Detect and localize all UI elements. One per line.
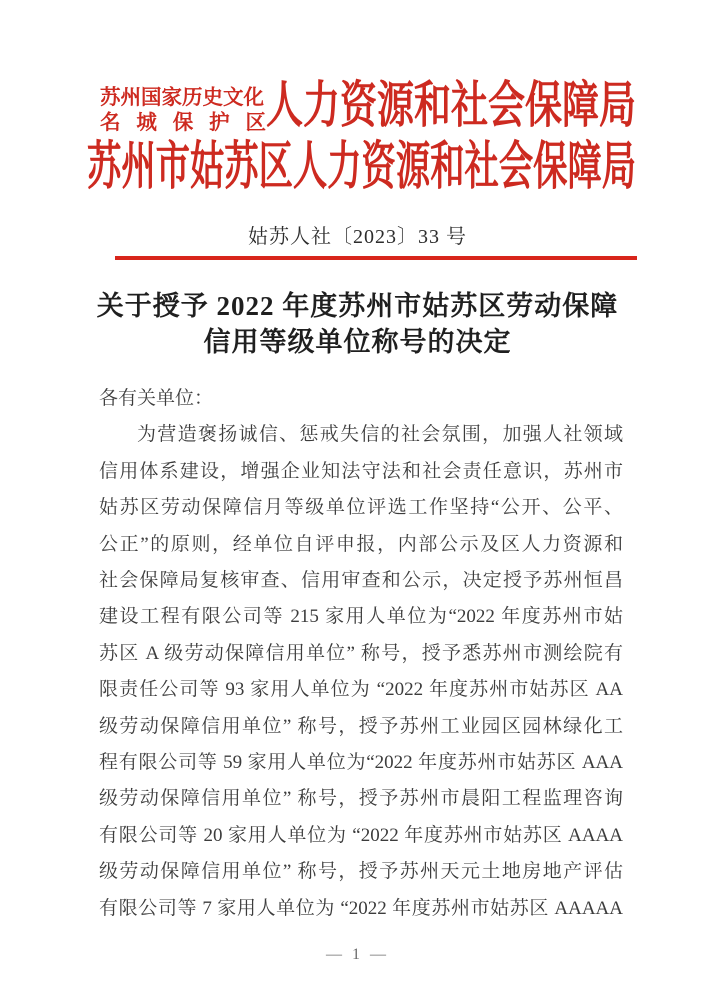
district-name <box>100 85 266 135</box>
body-line: 有限公司等 7 家用人单位为 “2022 年度苏州市姑苏区 AAAAA <box>99 897 623 919</box>
body-line: 级劳动保障信用单位” 称号，授予苏州市晨阳工程监理咨询 <box>99 788 623 810</box>
body-line: 级劳动保障信用单位” 称号，授予苏州工业园区园林绿化工 <box>99 715 623 737</box>
bureau-name-line1: 人力资源和社会保障局 <box>266 77 636 133</box>
body-line: 级劳动保障信用单位” 称号，授予苏州天元土地房地产评估 <box>99 861 623 883</box>
body-line: 姑苏区劳动保障信月等级单位评选工作坚持“公开、公平、 <box>99 497 623 519</box>
page-number: — 1 — <box>326 946 389 963</box>
body-line: 有限公司等 20 家用人单位为 “2022 年度苏州市姑苏区 AAAA <box>99 824 623 846</box>
body-line: 程有限公司等 59 家用人单位为“2022 年度苏州市姑苏区 AAA <box>99 752 623 774</box>
body-line: 社会保障局复核审查、信用审查和公示，决定授予苏州恒昌 <box>99 570 623 592</box>
title-line1: 关于授予 2022 年度苏州市姑苏区劳动保障 <box>96 291 619 321</box>
issuing-authority: 苏州市姑苏区人力资源和社会保障局 <box>87 139 637 196</box>
body-line: 公正”的原则，经单位自评申报，内部公示及区人力资源和 <box>99 533 623 555</box>
body-line: 信用体系建设，增强企业知法守法和社会责任意识，苏州市 <box>99 460 623 482</box>
body-line: 为营造褒扬诚信、惩戒失信的社会氛围，加强人社领域 <box>137 424 623 446</box>
title-line2: 信用等级单位称号的决定 <box>203 327 512 357</box>
document-body <box>99 381 623 927</box>
document-number: 姑苏人社〔2023〕33 号 <box>248 226 467 248</box>
district-line2: 名城保护区 <box>100 112 266 134</box>
red-divider-line <box>115 256 637 260</box>
body-line: 建设工程有限公司等 215 家用人单位为“2022 年度苏州市姑 <box>99 606 623 628</box>
body-line: 限责任公司等 93 家用人单位为 “2022 年度苏州市姑苏区 AA <box>99 679 623 701</box>
salutation: 各有关单位： <box>99 388 214 409</box>
body-line: 苏区 A 级劳动保障信用单位” 称号，授予悉苏州市测绘院有 <box>99 642 623 664</box>
district-line1: 苏州国家历史文化 <box>100 87 264 109</box>
document-title <box>0 288 715 360</box>
